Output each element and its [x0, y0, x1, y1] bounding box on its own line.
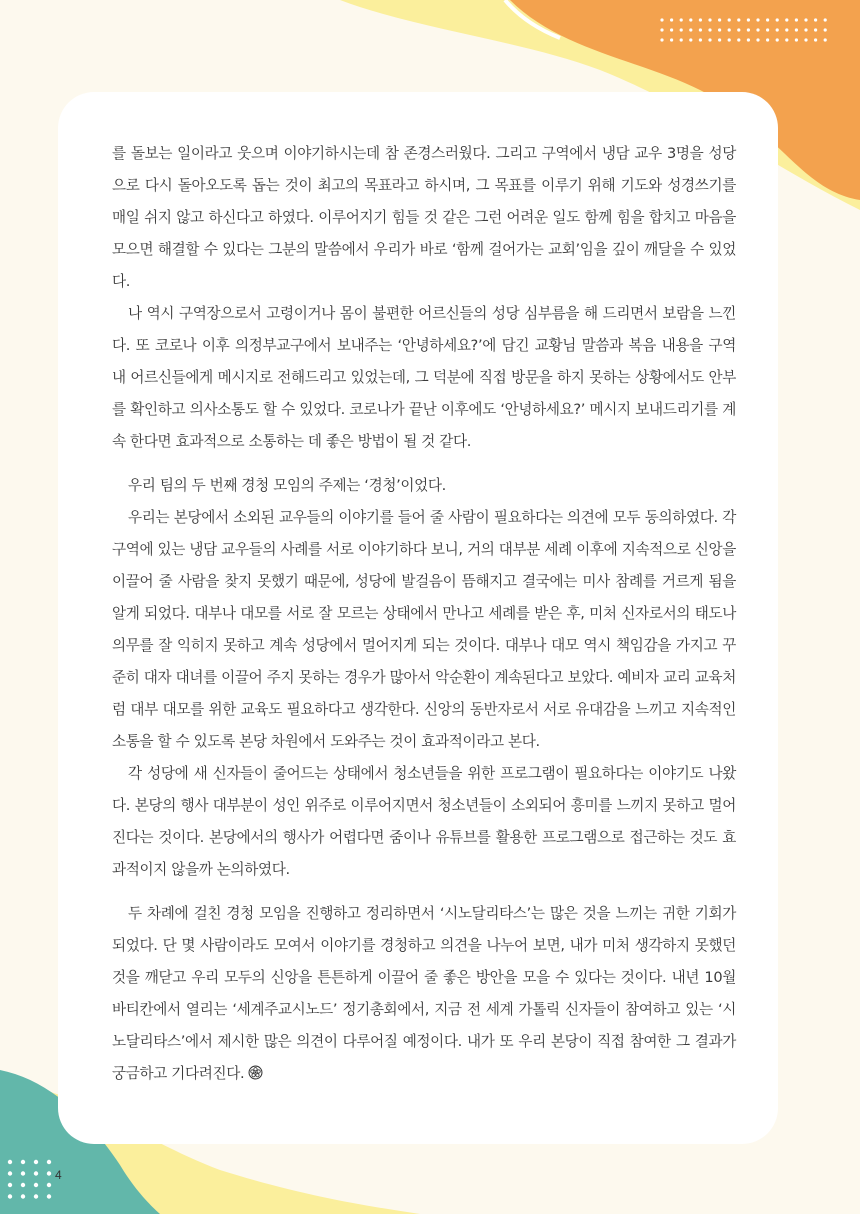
decor-dot [670, 28, 673, 31]
decor-dot [804, 28, 807, 31]
decor-dot [824, 38, 827, 41]
decor-dot [766, 38, 769, 41]
paragraph-1: 를 돌보는 일이라고 웃으며 이야기하시는데 참 존경스러웠다. 그리고 구역에서 냉담 교우 3명을 성당으로 다시 돌아오도록 돕는 것이 최고의 목표라고 하시며, 그 목표를 이루기 위해 기도와 성경쓰기를 매일 쉬지 않고 하신다고 하였다. 이루어지기 힘들 것 같은 그런 어려운 일도 함께 힘을 합치고 마음을 모으면 해결할 수 있다는 그분의 말씀에서 우리가 바로 ‘함께 걸어가는 교회’임을 깊이 깨달을 수 있었다. [112, 145, 736, 290]
decor-dot [747, 18, 750, 21]
decor-dot [728, 38, 731, 41]
paragraph-6-text: 두 차례에 걸친 경청 모임을 진행하고 정리하면서 ‘시노달리타스’는 많은 것을 느끼는 귀한 기회가 되었다. 단 몇 사람이라도 모여서 이야기를 경청하고 의견을 나누어 보면, 내가 미처 생각하지 못했던 것을 깨닫고 우리 모두의 신앙을 튼튼하게 이끌어 줄 좋은 방안을 모을 수 있다는 것이다. 내년 10월 바티칸에서 열리는 ‘세계주교시노드’ 정기총회에서, 지금 전 세계 가톨릭 신자들이 참여하고 있는 ‘시노달리타스’에서 제시한 많은 의견이 다루어질 예정이다. 내가 또 우리 본당이 직접 참여한 그 결과가 궁금하고 기다려진다. [112, 905, 736, 1082]
decor-dot [47, 1194, 51, 1198]
decor-dot [756, 18, 759, 21]
decor-dot [34, 1171, 38, 1175]
decor-dot [804, 38, 807, 41]
decor-dot [660, 18, 663, 21]
decor-dot [728, 18, 731, 21]
decor-dot [776, 38, 779, 41]
decor-dot [689, 28, 692, 31]
decor-dot [680, 18, 683, 21]
decor-dot [814, 18, 817, 21]
decor-dot [699, 28, 702, 31]
paragraph-4: 우리는 본당에서 소외된 교우들의 이야기를 들어 줄 사람이 필요하다는 의견에 모두 동의하였다. 각 구역에 있는 냉담 교우들의 사례를 서로 이야기하다 보니, 거의 대부분 세례 이후에 지속적으로 신앙을 이끌어 줄 사람을 찾지 못했기 때문에, 성당에 발걸음이 뜸해지고 결국에는 미사 참례를 거르게 됨을 알게 되었다. 대부나 대모를 서로 잘 모르는 상태에서 만나고 세례를 받은 후, 미처 신자로서의 태도나 의무를 잘 익히지 못하고 계속 성당에서 멀어지게 되는 것이다. 대부나 대모 역시 책임감을 가지고 꾸준히 대자 대녀를 이끌어 주지 못하는 경우가 많아서 악순환이 계속된다고 보았다. 예비자 교리 교육처럼 대부 대모를 위한 교육도 필요하다고 생각한다. 신앙의 동반자로서 서로 유대감을 느끼고 지속적인 소통을 할 수 있도록 본당 차원에서 도와주는 것이 효과적이라고 본다. [112, 509, 736, 750]
decor-dot [660, 38, 663, 41]
decor-dot [737, 38, 740, 41]
decor-dot [785, 38, 788, 41]
decor-dot [708, 18, 711, 21]
paragraph-5: 각 성당에 새 신자들이 줄어드는 상태에서 청소년들을 위한 프로그램이 필요하다는 이야기도 나왔다. 본당의 행사 대부분이 성인 위주로 이루어지면서 청소년들이 소외되어 흥미를 느끼지 못하고 멀어진다는 것이다. 본당에서의 행사가 어렵다면 줌이나 유튜브를 활용한 프로그램으로 접근하는 것도 효과적이지 않을까 논의하였다. [112, 765, 736, 878]
decor-dot [670, 38, 673, 41]
decor-dot [737, 28, 740, 31]
decor-dot [728, 28, 731, 31]
decor-dot [718, 18, 721, 21]
decor-dot [737, 18, 740, 21]
decor-dot [21, 1171, 25, 1175]
decor-dot [795, 28, 798, 31]
decor-dot [699, 18, 702, 21]
decor-dot [708, 28, 711, 31]
decor-dot [8, 1183, 12, 1187]
decor-dot [776, 28, 779, 31]
decor-dot [34, 1194, 38, 1198]
decor-dot [785, 18, 788, 21]
decor-dot [660, 28, 663, 31]
decor-dot [804, 18, 807, 21]
decor-dot [747, 38, 750, 41]
decor-dot [8, 1160, 12, 1164]
decor-dot [795, 38, 798, 41]
paragraph-3: 우리 팀의 두 번째 경청 모임의 주제는 ‘경청’이었다. [128, 477, 446, 494]
decor-dot [21, 1183, 25, 1187]
page-number: 4 [55, 1168, 62, 1182]
decor-dot [814, 38, 817, 41]
decor-dot [670, 18, 673, 21]
decor-dot [795, 18, 798, 21]
decor-dot [756, 38, 759, 41]
decor-dot [824, 18, 827, 21]
decor-dot [680, 28, 683, 31]
decor-dot [824, 28, 827, 31]
decor-dot [718, 28, 721, 31]
decor-dot [8, 1194, 12, 1198]
decor-dot [785, 28, 788, 31]
decor-dot [766, 18, 769, 21]
decor-dot [766, 28, 769, 31]
decor-dot [8, 1171, 12, 1175]
decor-dot [21, 1194, 25, 1198]
decor-dot [47, 1160, 51, 1164]
decor-dot [747, 28, 750, 31]
decor-dot [689, 38, 692, 41]
decor-dot [47, 1183, 51, 1187]
decor-dot [21, 1160, 25, 1164]
decor-dot [34, 1160, 38, 1164]
decor-dot [47, 1171, 51, 1175]
decor-dot [814, 28, 817, 31]
paragraph-6 [112, 898, 736, 1090]
article-body [112, 138, 736, 1090]
decor-dot [756, 28, 759, 31]
decor-dot [699, 38, 702, 41]
decor-dot [718, 38, 721, 41]
decor-dot [776, 18, 779, 21]
paragraph-2: 나 역시 구역장으로서 고령이거나 몸이 불편한 어르신들의 성당 심부름을 해 드리면서 보람을 느낀다. 또 코로나 이후 의정부교구에서 보내주는 ‘안녕하세요?’에 담긴 교황님 말씀과 복음 내용을 구역 내 어르신들에게 메시지로 전해드리고 있었는데, 그 덕분에 직접 방문을 하지 못하는 상황에서도 안부를 확인하고 의사소통도 할 수 있었다. 코로나가 끝난 이후에도 ‘안녕하세요?’ 메시지 보내드리기를 계속 한다면 효과적으로 소통하는 데 좋은 방법이 될 것 같다. [112, 305, 736, 450]
decor-dot [680, 38, 683, 41]
decor-dot [689, 18, 692, 21]
decor-dot [34, 1183, 38, 1187]
decor-dot [708, 38, 711, 41]
flower-medallion-icon [248, 1065, 263, 1080]
